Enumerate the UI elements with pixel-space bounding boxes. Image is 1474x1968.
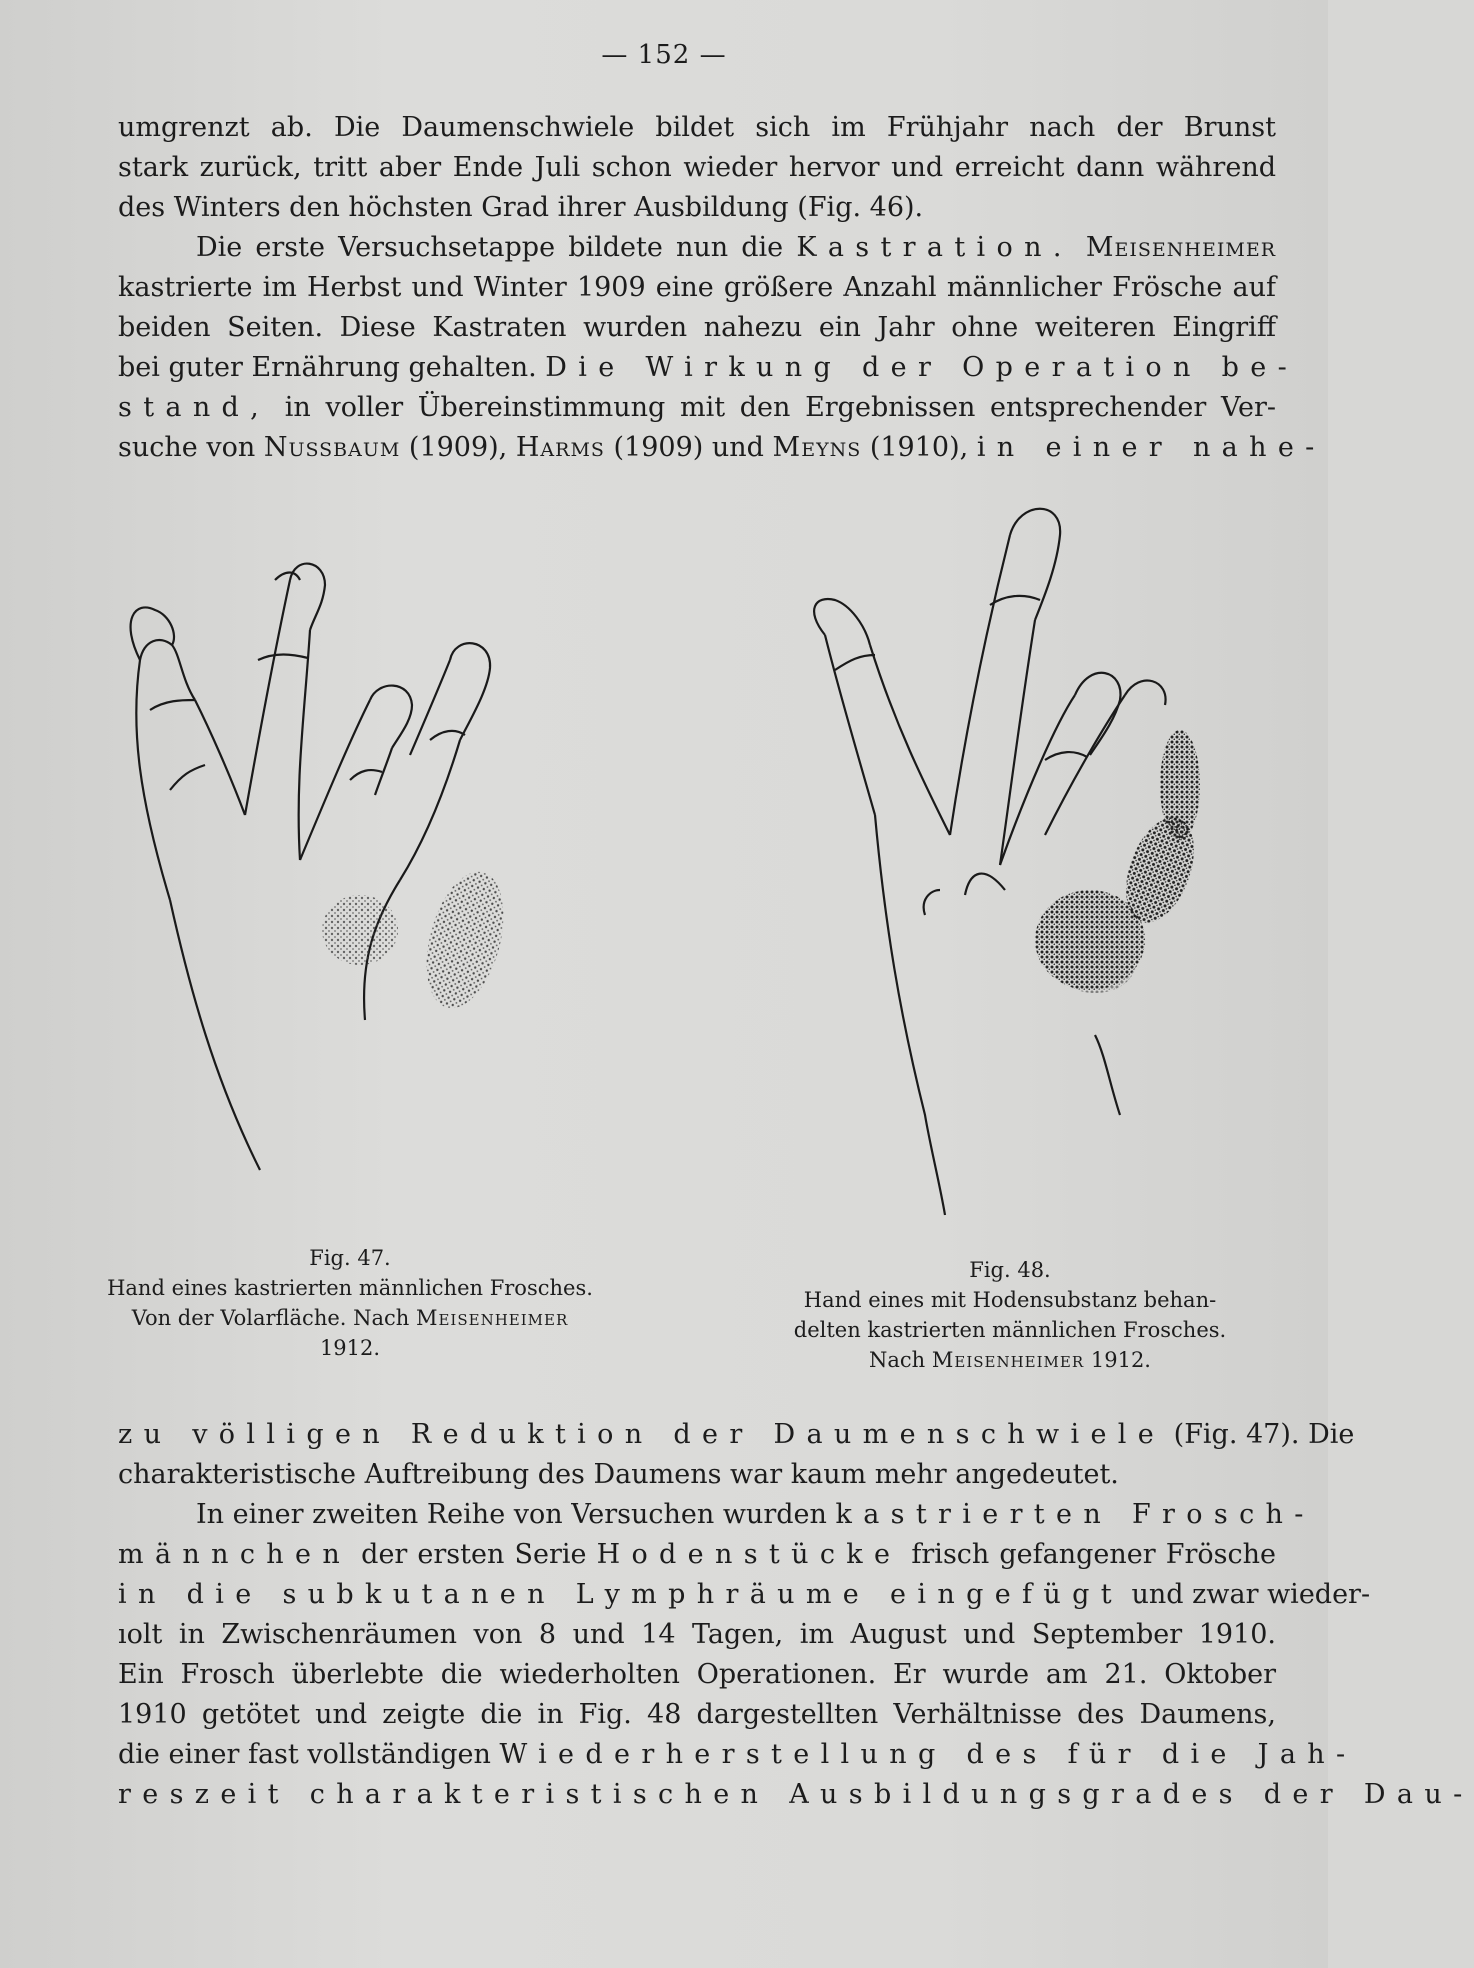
text-line: umgrenzt ab. Die Daumenschwiele bildet sich im Frühjahr nach der Brunst	[118, 112, 1276, 143]
caption-run: Nach	[869, 1348, 926, 1372]
spaced-text: in einer nahe-	[976, 432, 1326, 463]
author-name: Nussbaum	[263, 432, 401, 463]
spaced-text: Kastration.	[796, 232, 1073, 263]
spaced-text: reszeit charakteristischen Ausbildungsgrades der Dau-	[118, 1779, 1474, 1810]
text-run: suche von	[118, 432, 256, 463]
caption-line	[100, 1303, 600, 1333]
text-line: ıolt in Zwischenräumen von 8 und 14 Tagen, im August und September 1910.	[118, 1619, 1276, 1650]
figure-48-caption	[770, 1255, 1250, 1375]
text-line	[118, 1575, 1371, 1615]
text-line	[118, 1735, 1357, 1775]
text-run: und zwar wieder-	[1131, 1579, 1371, 1610]
text-run: (Fig. 47). Die	[1173, 1419, 1355, 1450]
author-name: Meyns	[772, 432, 862, 463]
text-line: stark zurück, tritt aber Ende Juli schon wieder hervor und erreicht dann während	[118, 152, 1276, 183]
spaced-text: Die Wirkung der Operation be-	[545, 352, 1299, 383]
text-line	[118, 348, 1299, 388]
spaced-text: stand,	[118, 392, 271, 423]
text-line	[118, 228, 1276, 268]
text-line: kastrierte im Herbst und Winter 1909 eine größere Anzahl männlicher Frösche auf	[118, 272, 1276, 303]
text-line	[118, 388, 1276, 428]
figure-47-caption	[100, 1243, 600, 1363]
text-run: bei guter Ernährung gehalten.	[118, 352, 537, 383]
text-run: (1910),	[869, 432, 969, 463]
text-line: des Winters den höchsten Grad ihrer Ausbildung (Fig. 46).	[118, 192, 924, 223]
text-run: in voller Übereinstimmung mit den Ergebnissen entsprechender Ver-	[284, 392, 1276, 423]
figure-48-drawing	[795, 495, 1275, 1255]
author-name: Harms	[515, 432, 605, 463]
text-line	[118, 1775, 1474, 1815]
author-name: Meisenheimer	[415, 1306, 569, 1330]
text-line: Ein Frosch überlebte die wiederholten Operationen. Er wurde am 21. Oktober	[118, 1659, 1276, 1690]
text-line: 1910 getötet und zeigte die in Fig. 48 dargestellten Verhältnisse des Daumens,	[118, 1699, 1276, 1730]
caption-run: 1912.	[1090, 1348, 1151, 1372]
spaced-text: kastrierten Frosch-	[835, 1499, 1315, 1530]
text-line	[118, 1415, 1355, 1455]
caption-line: 1912.	[319, 1336, 381, 1360]
page-number: — 152 —	[601, 40, 727, 70]
spaced-text: Hodenstücke	[596, 1539, 902, 1570]
caption-line: delten kastrierten männlichen Frosches.	[793, 1318, 1227, 1342]
text-run: der ersten Serie	[361, 1539, 587, 1570]
bottom-text-block	[118, 1415, 1474, 1815]
text-run: (1909) und	[613, 432, 764, 463]
text-run: frisch gefangener Frösche	[911, 1539, 1276, 1570]
spaced-text: in die subkutanen Lymphräume eingefügt	[118, 1579, 1123, 1610]
text-run: (1909),	[408, 432, 508, 463]
text-run: Die erste Versuchsetappe bildete nun die	[196, 232, 784, 263]
text-line: charakteristische Auftreibung des Daumens war kaum mehr angedeutet.	[118, 1459, 1119, 1490]
spaced-text: zu völligen Reduktion der Daumenschwiele	[118, 1419, 1166, 1450]
text-run: In einer zweiten Reihe von Versuchen wurden	[196, 1499, 827, 1530]
caption-line	[770, 1345, 1250, 1375]
caption-run: Von der Volarfläche. Nach	[131, 1306, 410, 1330]
text-line	[118, 428, 1326, 468]
author-name: Meisenheimer	[931, 1348, 1085, 1372]
text-line: beiden Seiten. Diese Kastraten wurden nahezu ein Jahr ohne weiteren Eingriff	[118, 312, 1276, 343]
spaced-text: männchen	[118, 1539, 352, 1570]
top-text-block	[118, 108, 1326, 468]
caption-line: Hand eines kastrierten männlichen Frosches.	[107, 1276, 593, 1300]
text-line	[118, 1535, 1276, 1575]
figure-label: Fig. 47.	[309, 1246, 391, 1270]
text-run: die einer fast vollständigen	[118, 1739, 491, 1770]
figure-47-drawing	[120, 560, 620, 1260]
caption-line: Hand eines mit Hodensubstanz behan-	[803, 1288, 1217, 1312]
spaced-text: Wiederherstellung des für die Jah-	[499, 1739, 1357, 1770]
figure-label: Fig. 48.	[969, 1258, 1051, 1282]
text-line	[118, 1495, 1315, 1535]
author-name: Meisenheimer	[1085, 232, 1276, 263]
